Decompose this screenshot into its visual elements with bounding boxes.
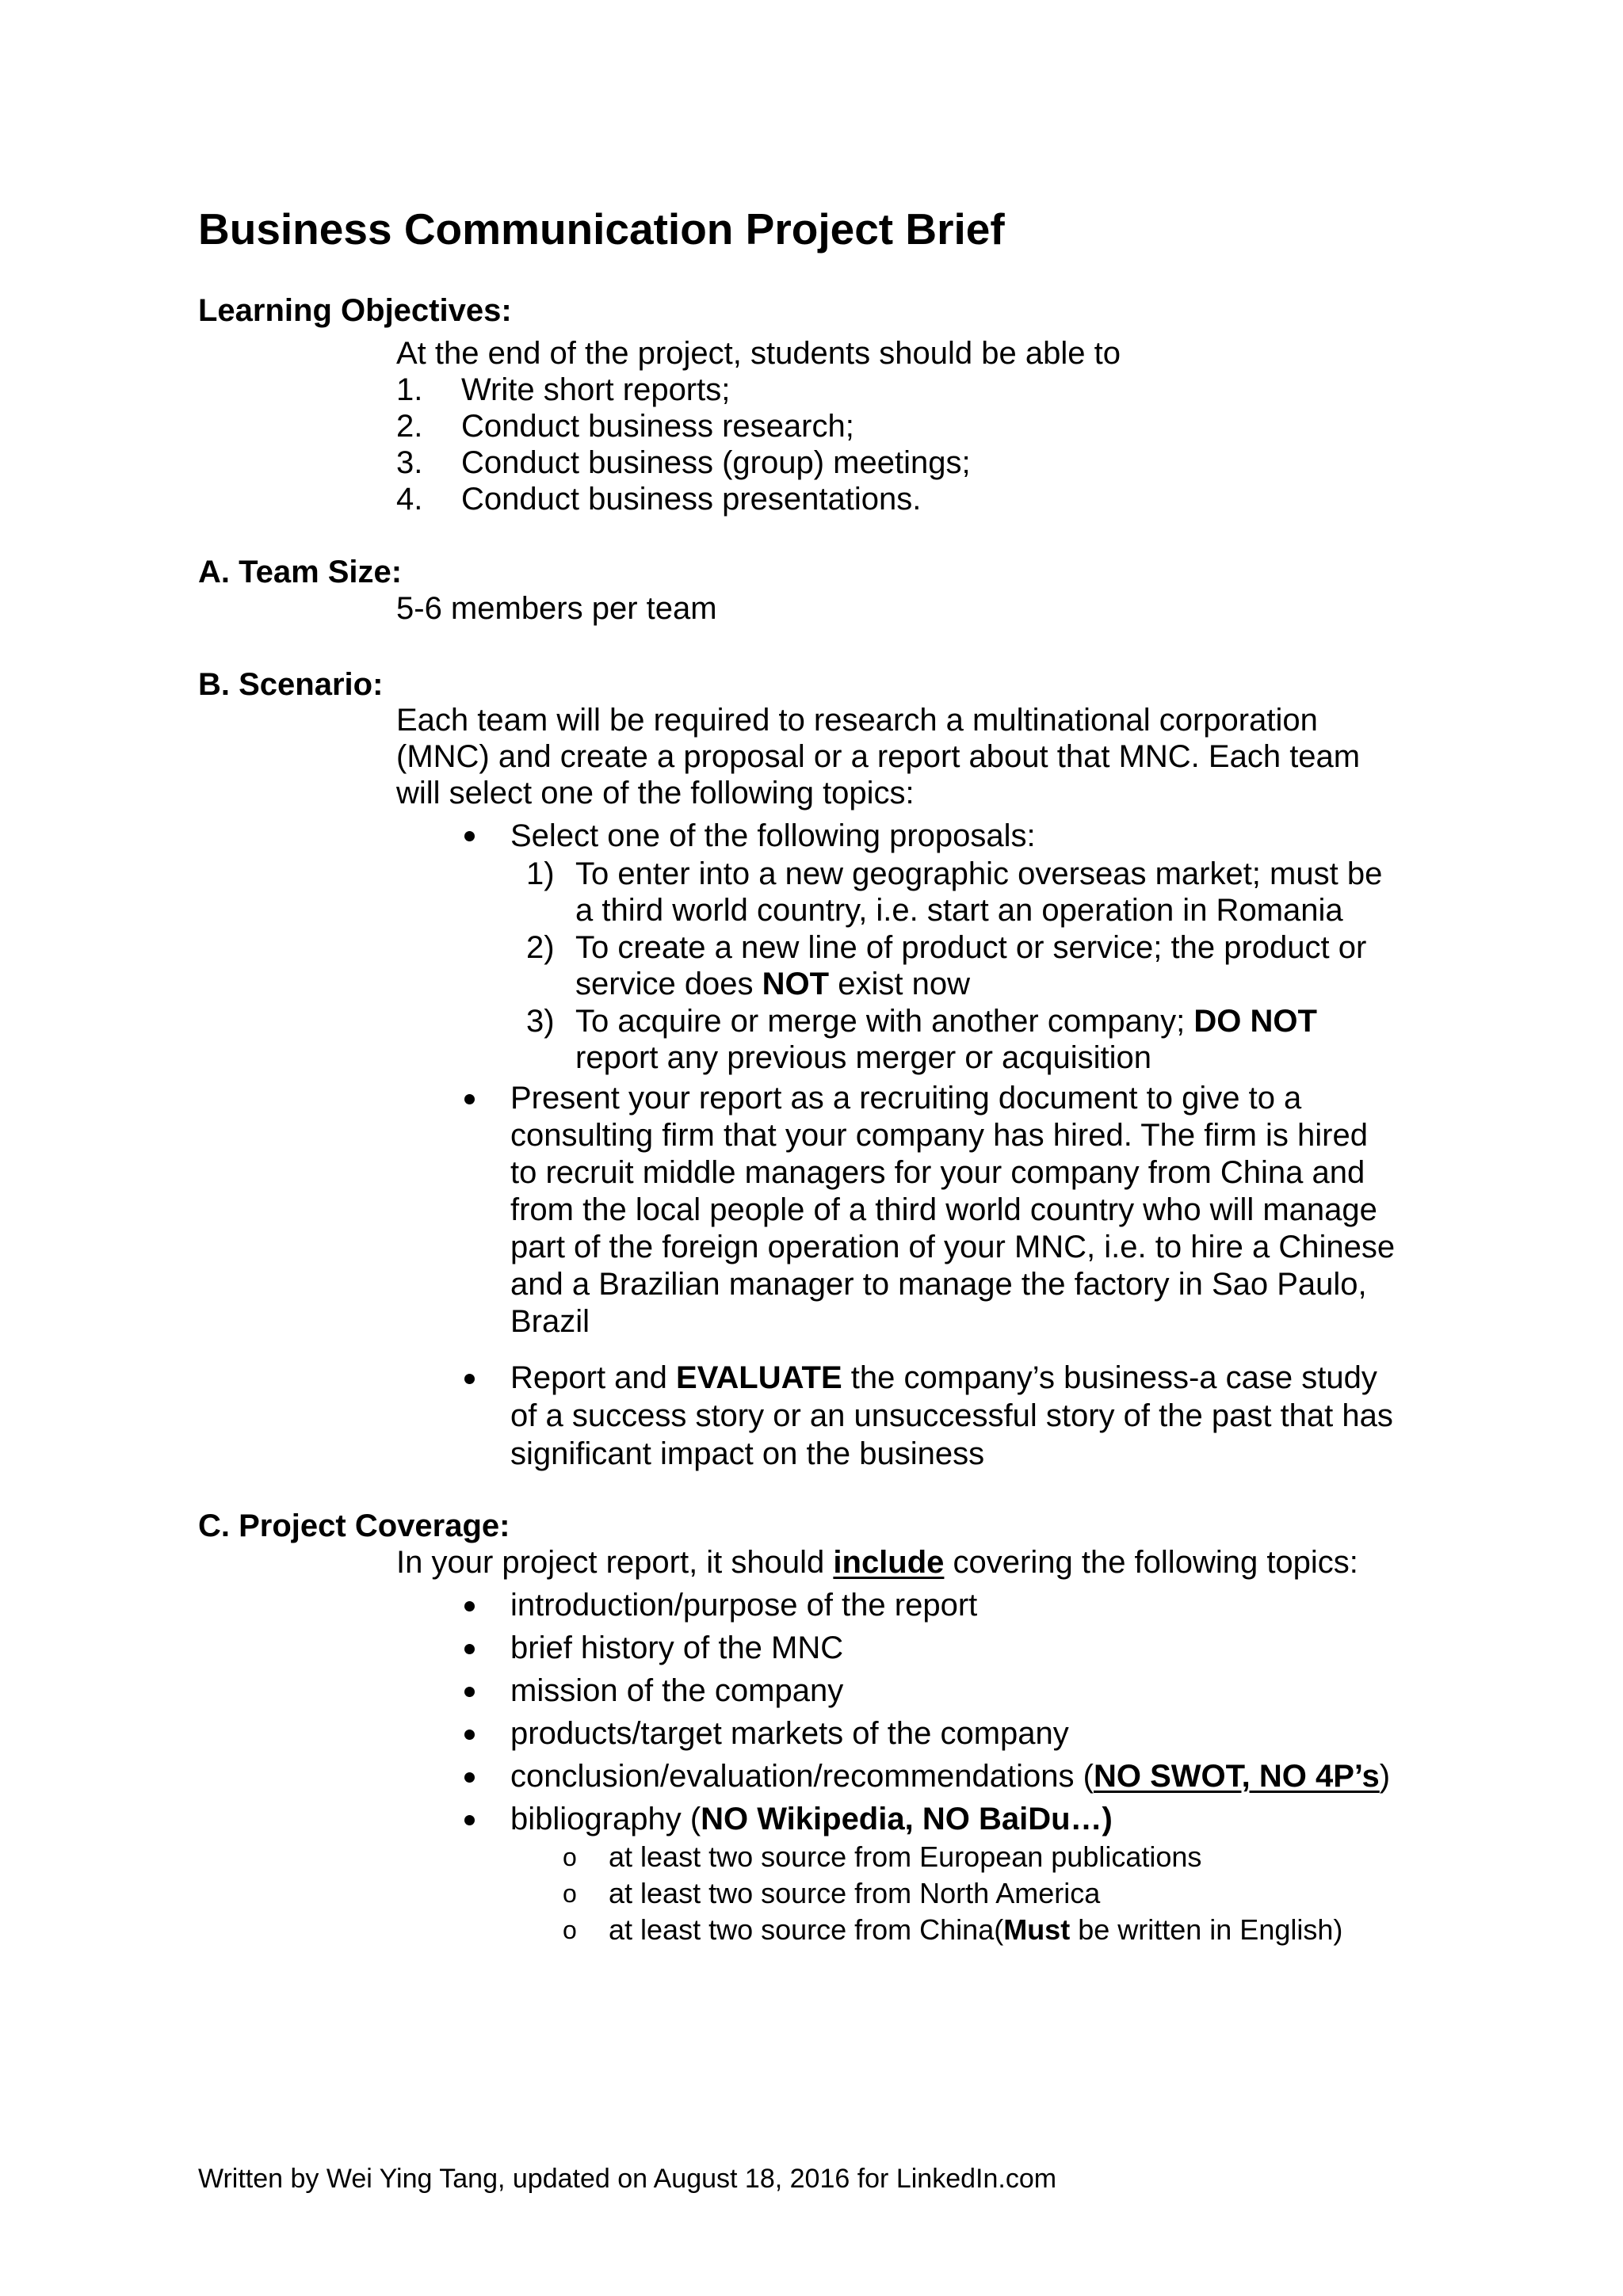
coverage-item: products/target markets of the company [510, 1716, 1069, 1751]
sub-bullet-marker: o [563, 1843, 577, 1871]
bullet-text-part: the company’s business-a case study [842, 1360, 1377, 1395]
bibliography-source [609, 1913, 1342, 1947]
scenario-bullet-line: of a success story or an unsuccessful story of the past that has [510, 1398, 1393, 1433]
bullet-text-part: Report and [510, 1360, 677, 1395]
proposal-emphasis: DO NOT [1193, 1004, 1317, 1039]
intro-emphasis: include [833, 1545, 945, 1580]
coverage-emphasis: NO Wikipedia, NO BaiDu…) [701, 1802, 1113, 1836]
source-text-part: be written in English) [1070, 1913, 1343, 1946]
proposal-text: To enter into a new geographic overseas market; must be [575, 856, 1383, 891]
proposal-text-part: service does [575, 967, 762, 1001]
coverage-text-part: ) [1379, 1759, 1391, 1794]
proposal-text [575, 965, 970, 1003]
sub-bullet-marker: o [563, 1879, 577, 1908]
objective-text: Conduct business (group) meetings; [461, 445, 971, 480]
bullet-icon [464, 1687, 475, 1697]
scenario-bullet-line: from the local people of a third world country who will manage [510, 1192, 1377, 1227]
objective-number: 3. [396, 445, 423, 480]
proposal-text: a third world country, i.e. start an operation in Romania [575, 893, 1343, 928]
bullet-emphasis: EVALUATE [676, 1360, 842, 1395]
scenario-bullet-proposals: Select one of the following proposals: [510, 818, 1036, 853]
intro-text-part: In your project report, it should [396, 1545, 834, 1580]
proposal-text-part: exist now [829, 967, 970, 1001]
bibliography-source: at least two source from European publications [609, 1840, 1202, 1873]
objective-text: Write short reports; [461, 372, 731, 407]
coverage-item [510, 1757, 1390, 1795]
scenario-bullet-line: Present your report as a recruiting document to give to a [510, 1081, 1302, 1116]
coverage-emphasis: NO SWOT, NO 4P’s [1093, 1759, 1380, 1794]
document-title: Business Communication Project Brief [198, 204, 1005, 254]
scenario-intro-line: will select one of the following topics: [396, 776, 915, 810]
coverage-item [510, 1800, 1113, 1838]
proposal-number: 2) [526, 930, 555, 965]
scenario-bullet-line: part of the foreign operation of your MNC, i.e. to hire a Chinese [510, 1230, 1396, 1264]
objective-number: 4. [396, 482, 423, 517]
bibliography-source: at least two source from North America [609, 1877, 1101, 1909]
intro-text-part: covering the following topics: [944, 1545, 1358, 1580]
bullet-icon [464, 831, 475, 841]
bullet-icon [464, 1815, 475, 1825]
scenario-intro-line: Each team will be required to research a multinational corporation [396, 703, 1318, 738]
scenario-bullet-line: to recruit middle managers for your company from China and [510, 1155, 1365, 1190]
scenario-bullet-line: Brazil [510, 1304, 590, 1339]
proposal-text [575, 1002, 1317, 1040]
coverage-item: brief history of the MNC [510, 1630, 844, 1665]
coverage-item: introduction/purpose of the report [510, 1588, 978, 1623]
bullet-icon [464, 1730, 475, 1740]
bullet-icon [464, 1374, 475, 1384]
scenario-bullet-line: consulting firm that your company has hired. The firm is hired [510, 1118, 1368, 1153]
objective-text: Conduct business research; [461, 409, 854, 444]
coverage-text-part: conclusion/evaluation/recommendations ( [510, 1759, 1094, 1794]
coverage-text-part: bibliography ( [510, 1802, 701, 1836]
team-size-text: 5-6 members per team [396, 591, 717, 626]
bullet-icon [464, 1094, 475, 1104]
bullet-icon [464, 1644, 475, 1654]
proposal-number: 3) [526, 1004, 555, 1039]
coverage-item: mission of the company [510, 1673, 844, 1708]
objective-text: Conduct business presentations. [461, 482, 922, 517]
scenario-bullet-line [510, 1359, 1377, 1397]
source-text-part: at least two source from China( [609, 1913, 1004, 1946]
page-footer: Written by Wei Ying Tang, updated on August 18, 2016 for LinkedIn.com [198, 2164, 1057, 2194]
learning-objectives-intro: At the end of the project, students should be able to [396, 336, 1121, 371]
bullet-icon [464, 1601, 475, 1611]
team-size-heading: A. Team Size: [198, 555, 403, 589]
sub-bullet-marker: o [563, 1916, 577, 1944]
scenario-intro-line: (MNC) and create a proposal or a report about that MNC. Each team [396, 739, 1361, 774]
learning-objectives-heading: Learning Objectives: [198, 293, 512, 328]
source-emphasis: Must [1003, 1913, 1071, 1946]
project-coverage-intro [396, 1543, 1358, 1581]
scenario-bullet-line: significant impact on the business [510, 1436, 985, 1471]
project-coverage-heading: C. Project Coverage: [198, 1508, 510, 1543]
proposal-emphasis: NOT [762, 967, 830, 1001]
scenario-bullet-line: and a Brazilian manager to manage the factory in Sao Paulo, [510, 1267, 1367, 1302]
objective-number: 1. [396, 372, 423, 407]
proposal-number: 1) [526, 856, 555, 891]
scenario-heading: B. Scenario: [198, 667, 384, 702]
bullet-icon [464, 1772, 475, 1783]
proposal-text: report any previous merger or acquisition [575, 1040, 1152, 1075]
proposal-text-part: To acquire or merge with another company; [575, 1004, 1194, 1039]
objective-number: 2. [396, 409, 423, 444]
proposal-text: To create a new line of product or service; the product or [575, 930, 1367, 965]
